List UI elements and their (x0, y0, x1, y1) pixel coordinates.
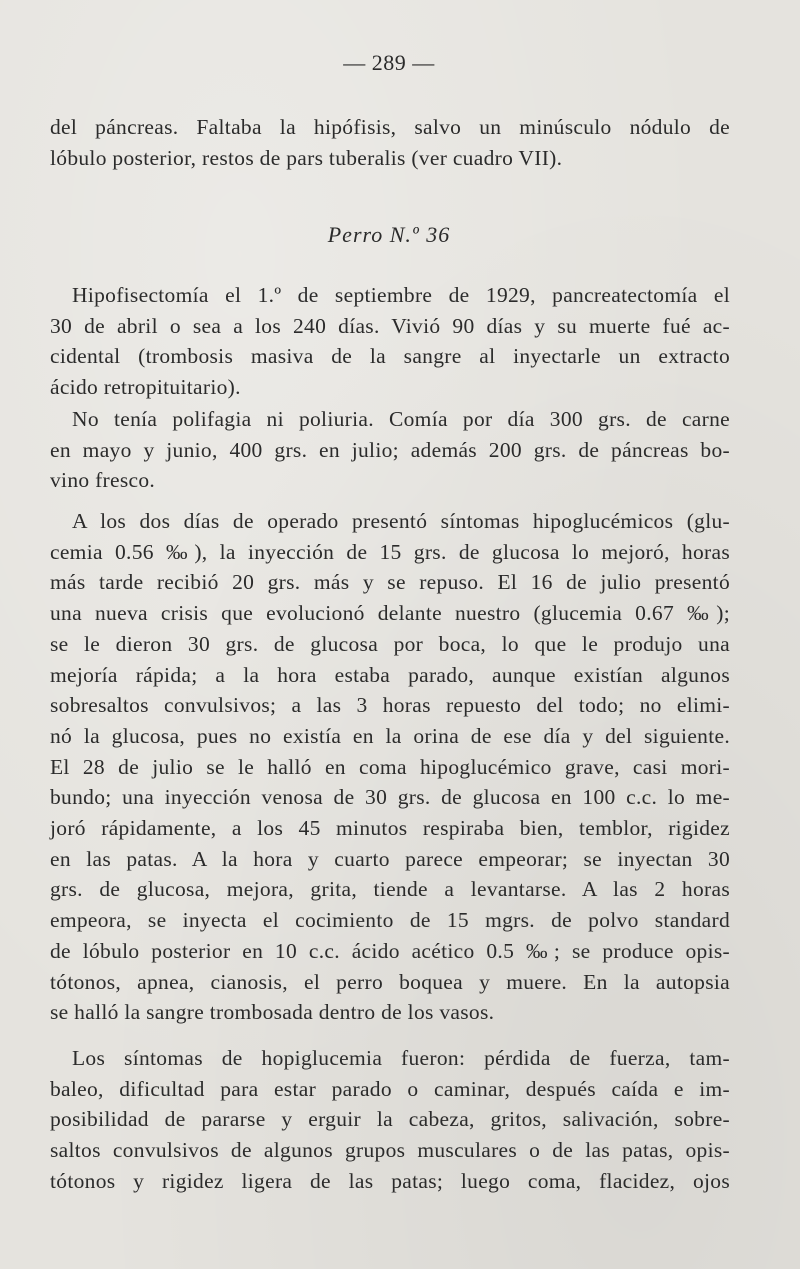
text-line: baleo, dificultad para estar parado o caminar, después caída e im- (50, 1076, 730, 1101)
text-line: El 28 de julio se le halló en coma hipoglucémico grave, casi mori- (50, 754, 730, 779)
text-line: del páncreas. Faltaba la hipófisis, salvo un minúsculo nódulo de (50, 115, 730, 139)
text-line: en las patas. A la hora y cuarto parece empeorar; se inyectan 30 (50, 846, 730, 871)
paragraph-continued (50, 112, 730, 173)
text-line: tótonos, apnea, cianosis, el perro boquea y muere. En la autopsia (50, 969, 730, 994)
text-line: tótonos y rigidez ligera de las patas; luego coma, flacidez, ojos (50, 1168, 730, 1193)
text-line: joró rápidamente, a los 45 minutos respiraba bien, temblor, rigidez (50, 816, 730, 841)
text-line: grs. de glucosa, mejora, grita, tiende a levantarse. A las 2 horas (50, 877, 730, 902)
paragraph-crisis (50, 506, 730, 1028)
text-line: se halló la sangre trombosada dentro de los vasos. (50, 1000, 495, 1025)
text-line: 30 de abril o sea a los 240 días. Vivió 90 días y su muerte fué ac- (50, 313, 730, 338)
text-line: saltos convulsivos de algunos grupos musculares o de las patas, opis- (50, 1138, 730, 1163)
page-number: — 289 — (343, 50, 435, 75)
text-line: lóbulo posterior, restos de pars tuberalis (ver cuadro VII). (50, 145, 563, 170)
text-line: bundo; una inyección venosa de 30 grs. de glucosa en 100 c.c. lo me- (50, 785, 730, 810)
text-line: cemia 0.56 ‰), la inyección de 15 grs. de glucosa lo mejoró, horas (50, 539, 730, 564)
paragraph-diet (50, 404, 730, 496)
text-line: una nueva crisis que evolucionó delante nuestro (glucemia 0.67 ‰); (50, 601, 730, 626)
text-line: más tarde recibió 20 grs. más y se repuso. El 16 de julio presentó (50, 570, 730, 595)
text-line: Los síntomas de hopiglucemia fueron: pérdida de fuerza, tam- (72, 1046, 730, 1070)
section-heading: Perro N.º 36 (327, 222, 451, 247)
text-line: posibilidad de pararse y erguir la cabeza, gritos, salivación, sobre- (50, 1107, 730, 1132)
text-line: A los dos días de operado presentó síntomas hipoglucémicos (glu- (72, 509, 730, 533)
text-line: en mayo y junio, 400 grs. en julio; además 200 grs. de páncreas bo- (50, 437, 730, 462)
text-line: de lóbulo posterior en 10 c.c. ácido acético 0.5 ‰; se produce opis- (50, 938, 730, 963)
text-line: sobresaltos convulsivos; a las 3 horas repuesto del todo; no elimi- (50, 693, 730, 718)
text-line: ácido retropituitario). (50, 375, 241, 400)
paragraph-operation (50, 280, 730, 403)
text-line: nó la glucosa, pues no existía en la orina de ese día y del siguiente. (50, 723, 730, 748)
text-line: se le dieron 30 grs. de glucosa por boca, lo que le produjo una (50, 631, 730, 656)
text-line: cidental (trombosis masiva de la sangre al inyectarle un extracto (50, 344, 730, 369)
text-line: vino fresco. (50, 468, 156, 493)
text-line: mejoría rápida; a la hora estaba parado, aunque existían algunos (50, 662, 730, 687)
paragraph-symptoms (50, 1043, 730, 1197)
text-line: No tenía polifagia ni poliuria. Comía por día 300 grs. de carne (72, 407, 730, 431)
text-line: Hipofisectomía el 1.º de septiembre de 1929, pancreatectomía el (72, 283, 730, 307)
text-line: empeora, se inyecta el cocimiento de 15 mgrs. de polvo standard (50, 908, 730, 933)
